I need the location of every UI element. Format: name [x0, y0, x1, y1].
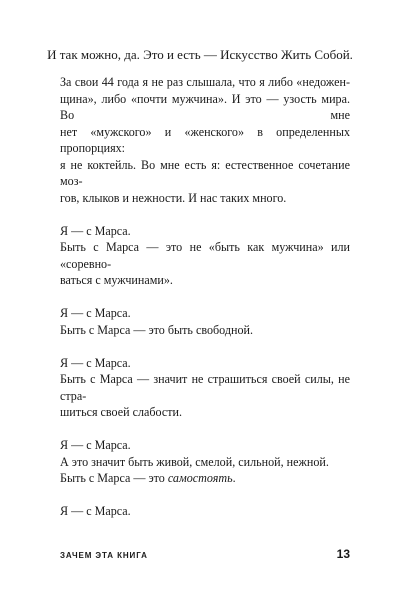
paragraph	[60, 223, 350, 289]
page-number: 13	[336, 547, 350, 561]
paragraph	[60, 503, 350, 520]
text-line: ваться с мужчинами».	[60, 273, 173, 287]
running-head: ЗАЧЕМ ЭТА КНИГА	[60, 551, 148, 560]
paragraph	[60, 355, 350, 421]
text-line: А это значит быть живой, смелой, сильной, нежной.	[60, 454, 329, 469]
body-text	[60, 74, 350, 536]
text-line: Быть с Марса — это не «быть как мужчина» или «соревно-	[60, 240, 350, 271]
text-line: Я — с Марса.	[60, 504, 131, 518]
text-line: Я — с Марса.	[60, 223, 131, 238]
text-line: шиться своей слабости.	[60, 405, 183, 419]
text-line: гов, клыков и нежности. И нас таких много.	[60, 190, 287, 205]
text-line: нет «мужского» и «женского» в определенных пропорциях:	[60, 124, 350, 155]
lead-sentence: И так можно, да. Это и есть — Искусство Жить Собой.	[47, 47, 353, 62]
text-line: За свои 44 года я не раз слышала, что я либо «недожен-	[60, 75, 350, 89]
text-line: Я — с Марса.	[60, 306, 131, 320]
text-line	[60, 470, 350, 487]
text-line: Я — с Марса.	[60, 438, 131, 452]
text-line: Быть с Марса — это быть свободной.	[60, 322, 254, 337]
italic-word: самостоять	[167, 471, 233, 485]
paragraph	[60, 305, 350, 338]
text-segment: Быть с Марса — это	[60, 471, 165, 485]
paragraph	[60, 437, 350, 487]
paragraph	[60, 74, 350, 206]
text-line: Быть с Марса — значит не страшиться своей силы, не стра-	[60, 372, 350, 403]
page-footer	[60, 547, 350, 565]
text-line: Я — с Марса.	[60, 355, 131, 370]
text-line: щина», либо «почти мужчина». И это — узость мира. Во мне	[60, 91, 350, 122]
text-line: я не коктейль. Во мне есть я: естественное сочетание моз-	[60, 157, 350, 188]
punctuation: .	[232, 471, 236, 485]
